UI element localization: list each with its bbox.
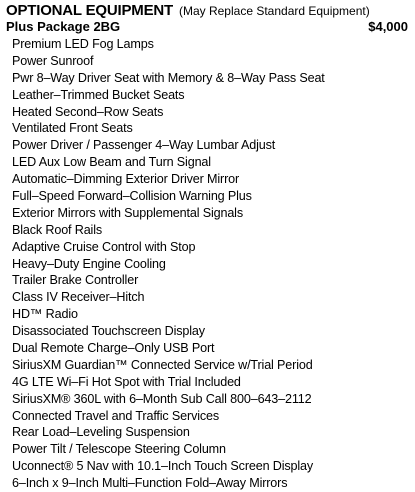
package-item: HD™ Radio: [12, 307, 78, 322]
package-item: Uconnect® 5 Nav with 10.1–Inch Touch Screen Display: [12, 459, 314, 474]
section-subheading: (May Replace Standard Equipment): [178, 4, 370, 18]
package-item: Premium LED Fog Lamps: [12, 37, 154, 51]
package-item: Connected Travel and Traffic Services: [12, 408, 220, 423]
package-item: Trailer Brake Controller: [12, 273, 139, 288]
package-item-list: [12, 36, 325, 492]
package-item: Exterior Mirrors with Supplemental Signals: [12, 205, 243, 220]
package-item: Class IV Receiver–Hitch: [12, 290, 145, 305]
package-item: Adaptive Cruise Control with Stop: [12, 239, 196, 254]
package-item: Power Tilt / Telescope Steering Column: [12, 442, 226, 457]
package-item: 4G LTE Wi–Fi Hot Spot with Trial Included: [12, 374, 241, 389]
package-item: Automatic–Dimming Exterior Driver Mirror: [12, 172, 240, 187]
package-item: Leather–Trimmed Bucket Seats: [12, 87, 185, 102]
package-item: Rear Load–Leveling Suspension: [12, 425, 190, 440]
package-item: Pwr 8–Way Driver Seat with Memory & 8–Way Pass Seat: [12, 70, 325, 85]
package-item: Heated Second–Row Seats: [12, 104, 164, 119]
package-item: Power Sunroof: [12, 53, 94, 68]
package-item: Ventilated Front Seats: [12, 121, 133, 136]
package-item: 6–Inch x 9–Inch Multi–Function Fold–Away Mirrors: [12, 476, 288, 491]
package-item: Power Driver / Passenger 4–Way Lumbar Adjust: [12, 138, 276, 153]
package-item: LED Aux Low Beam and Turn Signal: [12, 155, 211, 170]
section-heading: OPTIONAL EQUIPMENT: [6, 2, 173, 19]
package-price: $4,000: [368, 19, 408, 34]
package-item: Heavy–Duty Engine Cooling: [12, 256, 166, 271]
package-item: Disassociated Touchscreen Display: [12, 324, 205, 339]
package-item: Full–Speed Forward–Collision Warning Plus: [12, 189, 252, 204]
package-name: Plus Package 2BG: [6, 19, 121, 34]
package-item: Black Roof Rails: [12, 222, 102, 237]
package-item: SiriusXM® 360L with 6–Month Sub Call 800–643–2112: [12, 391, 312, 406]
section-header: [6, 2, 370, 20]
package-item: Dual Remote Charge–Only USB Port: [12, 341, 215, 356]
package-item: SiriusXM Guardian™ Connected Service w/Trial Period: [12, 357, 313, 372]
